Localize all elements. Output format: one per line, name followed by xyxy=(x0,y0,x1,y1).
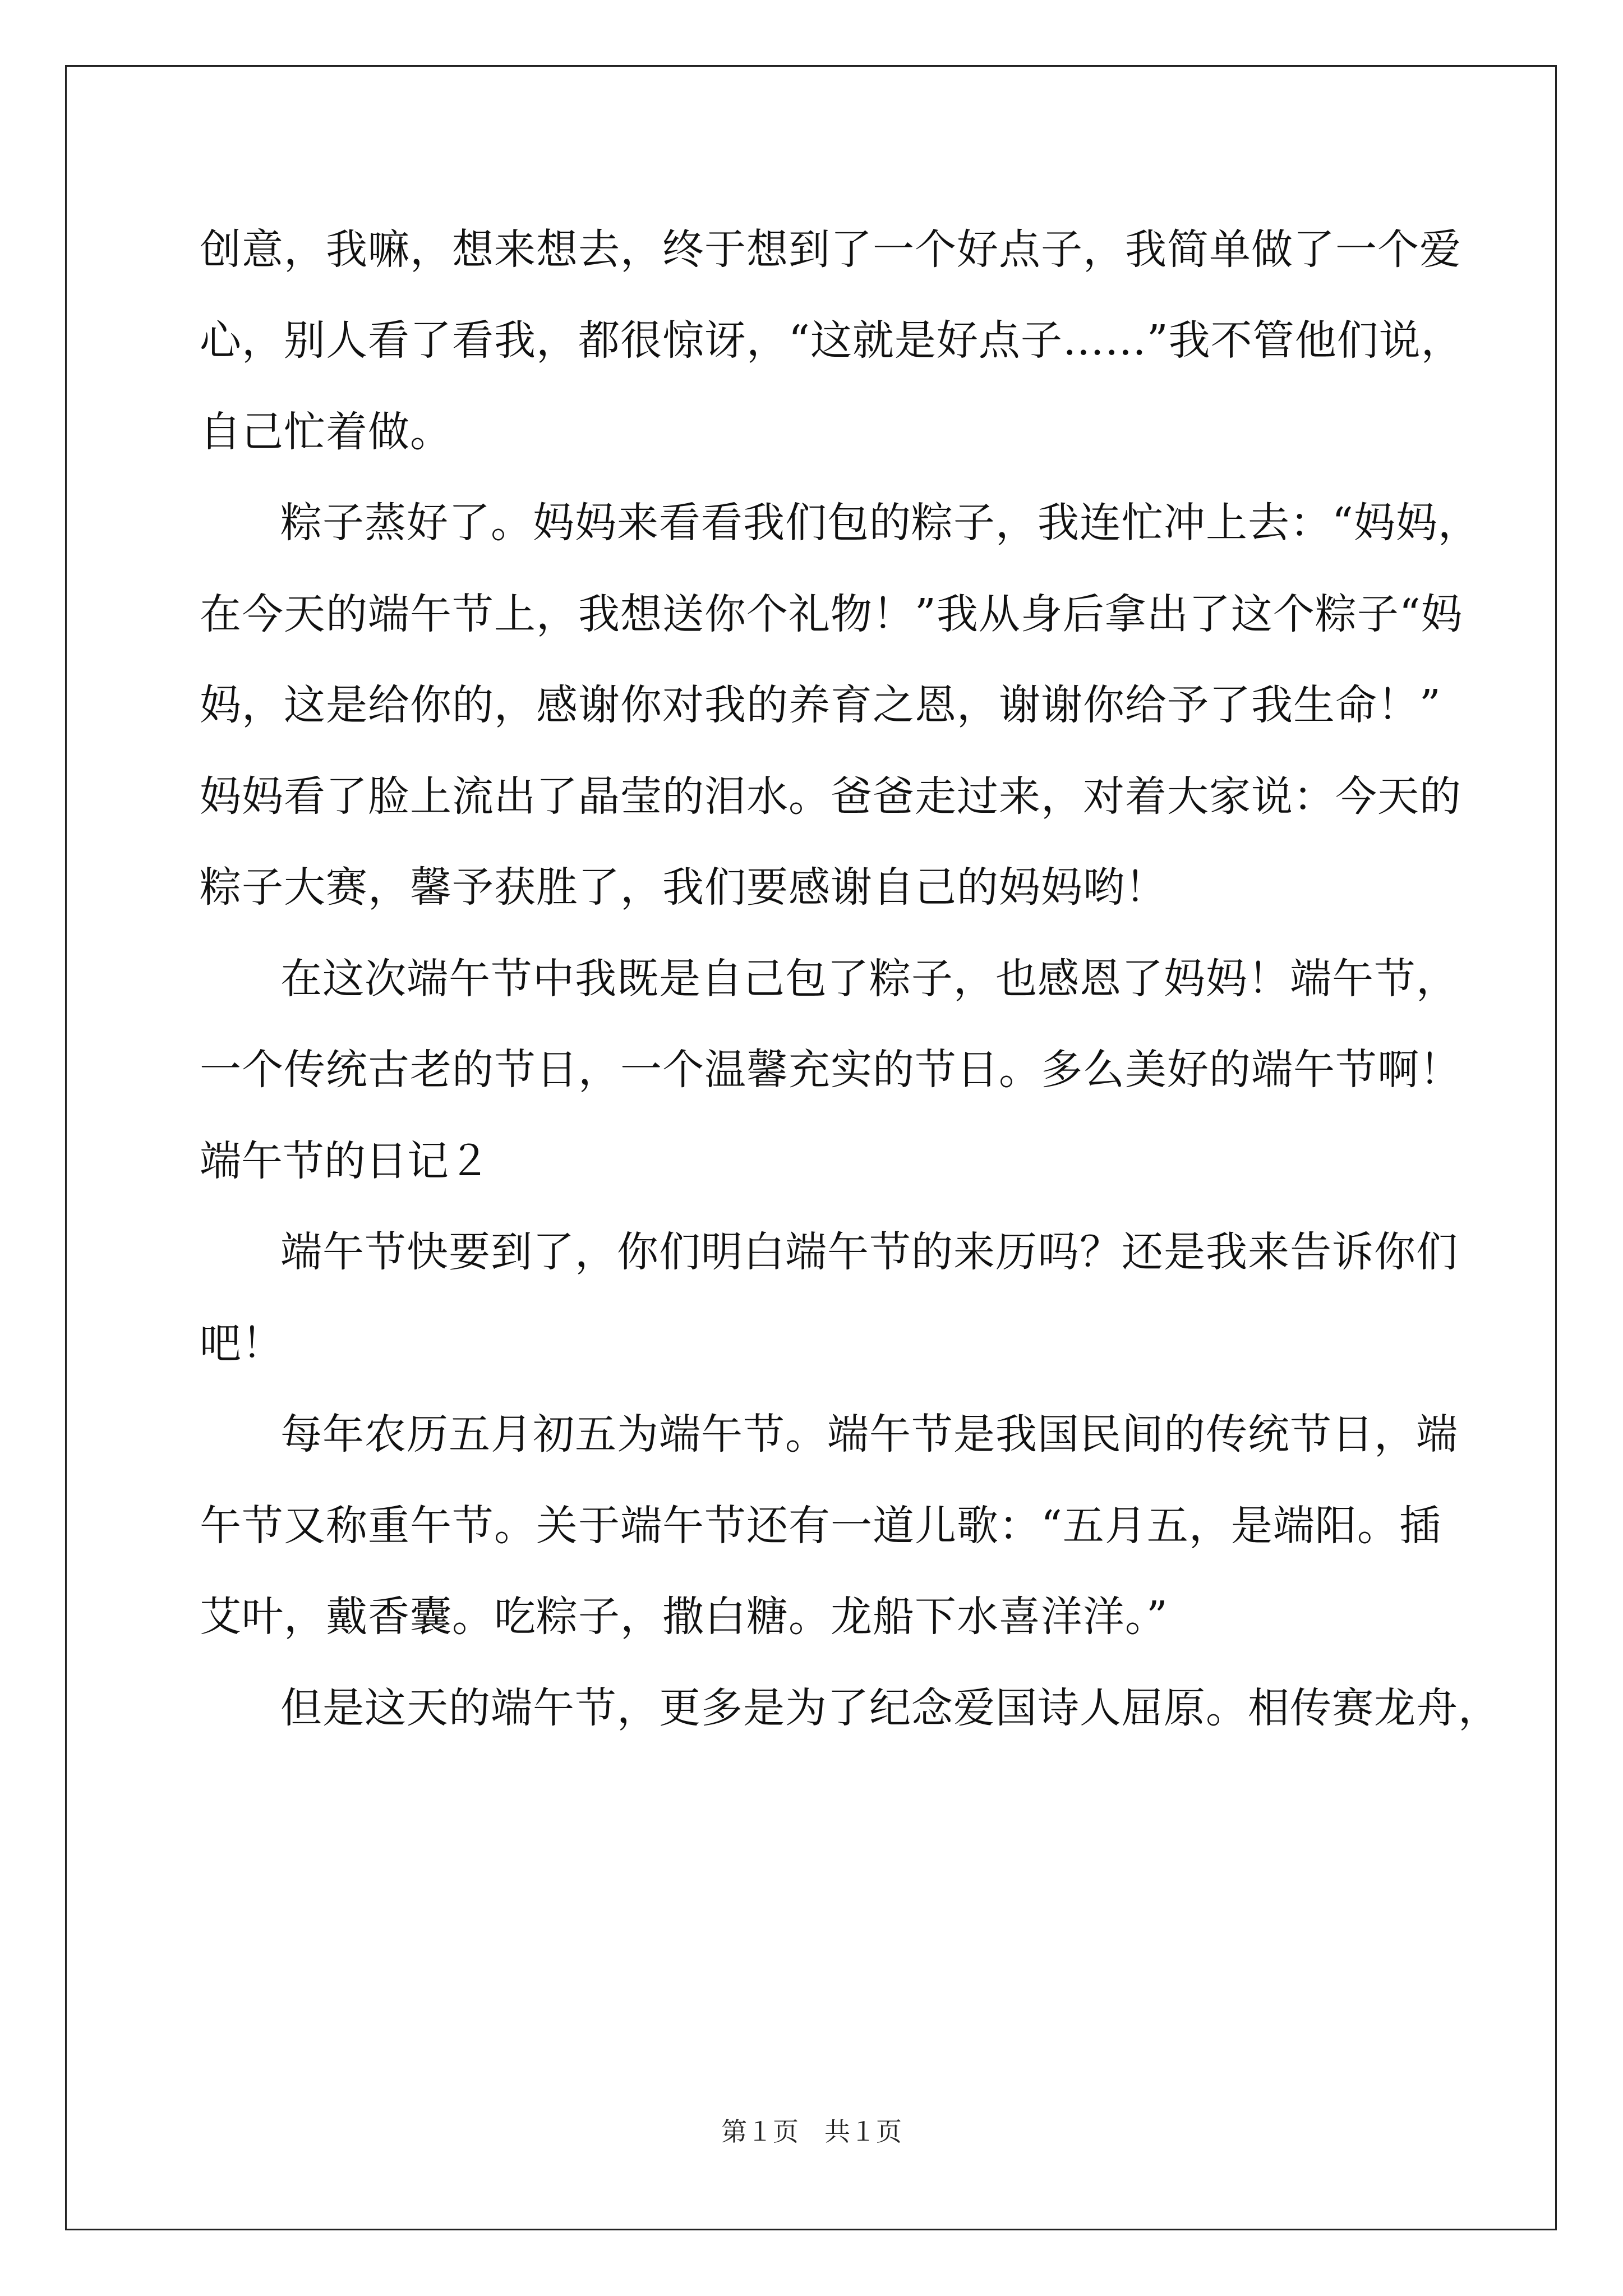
text-line: 创意，我嘛，想来想去，终于想到了一个好点子，我简单做了一个爱 xyxy=(200,226,1461,274)
text-line: 妈妈看了脸上流出了晶莹的泪水。爸爸走过来，对着大家说：今天的 xyxy=(200,772,1461,821)
text-line: 心，别人看了看我，都很惊讶，“这就是好点子……”我不管他们说， xyxy=(200,316,1463,365)
paragraph-start-line: 在这次端午节中我既是自己包了粽子，也感恩了妈妈！端午节， xyxy=(280,955,1458,1003)
text-line: 妈，这是给你的，感谢你对我的养育之恩，谢谢你给予了我生命！” xyxy=(200,681,1441,729)
paragraph-start-line: 但是这天的端午节，更多是为了纪念爱国诗人屈原。相传赛龙舟， xyxy=(280,1684,1500,1732)
text-line: 自己忙着做。 xyxy=(200,408,452,456)
section-heading: 端午节的日记２ xyxy=(200,1137,490,1185)
text-line: 吧！ xyxy=(200,1319,284,1368)
page-number-footer: 第１页 共１页 xyxy=(721,2116,902,2147)
paragraph-start-line: 粽子蒸好了。妈妈来看看我们包的粽子，我连忙冲上去：“妈妈， xyxy=(280,499,1480,547)
paragraph-start-line: 每年农历五月初五为端午节。端午节是我国民间的传统节日，端 xyxy=(280,1410,1458,1458)
text-line: 午节又称重午节。关于端午节还有一道儿歌：“五月五，是端阳。插 xyxy=(200,1502,1441,1550)
text-line: 在今天的端午节上，我想送你个礼物！”我从身后拿出了这个粽子“妈 xyxy=(200,590,1463,638)
text-line: 一个传统古老的节日，一个温馨充实的节日。多么美好的端午节啊！ xyxy=(200,1046,1461,1094)
text-line: 粽子大赛，馨予获胜了，我们要感谢自己的妈妈哟！ xyxy=(200,863,1167,912)
text-line: 艾叶，戴香囊。吃粽子，撒白糖。龙船下水喜洋洋。” xyxy=(200,1593,1168,1641)
paragraph-start-line: 端午节快要到了，你们明白端午节的来历吗？还是我来告诉你们 xyxy=(280,1228,1458,1276)
